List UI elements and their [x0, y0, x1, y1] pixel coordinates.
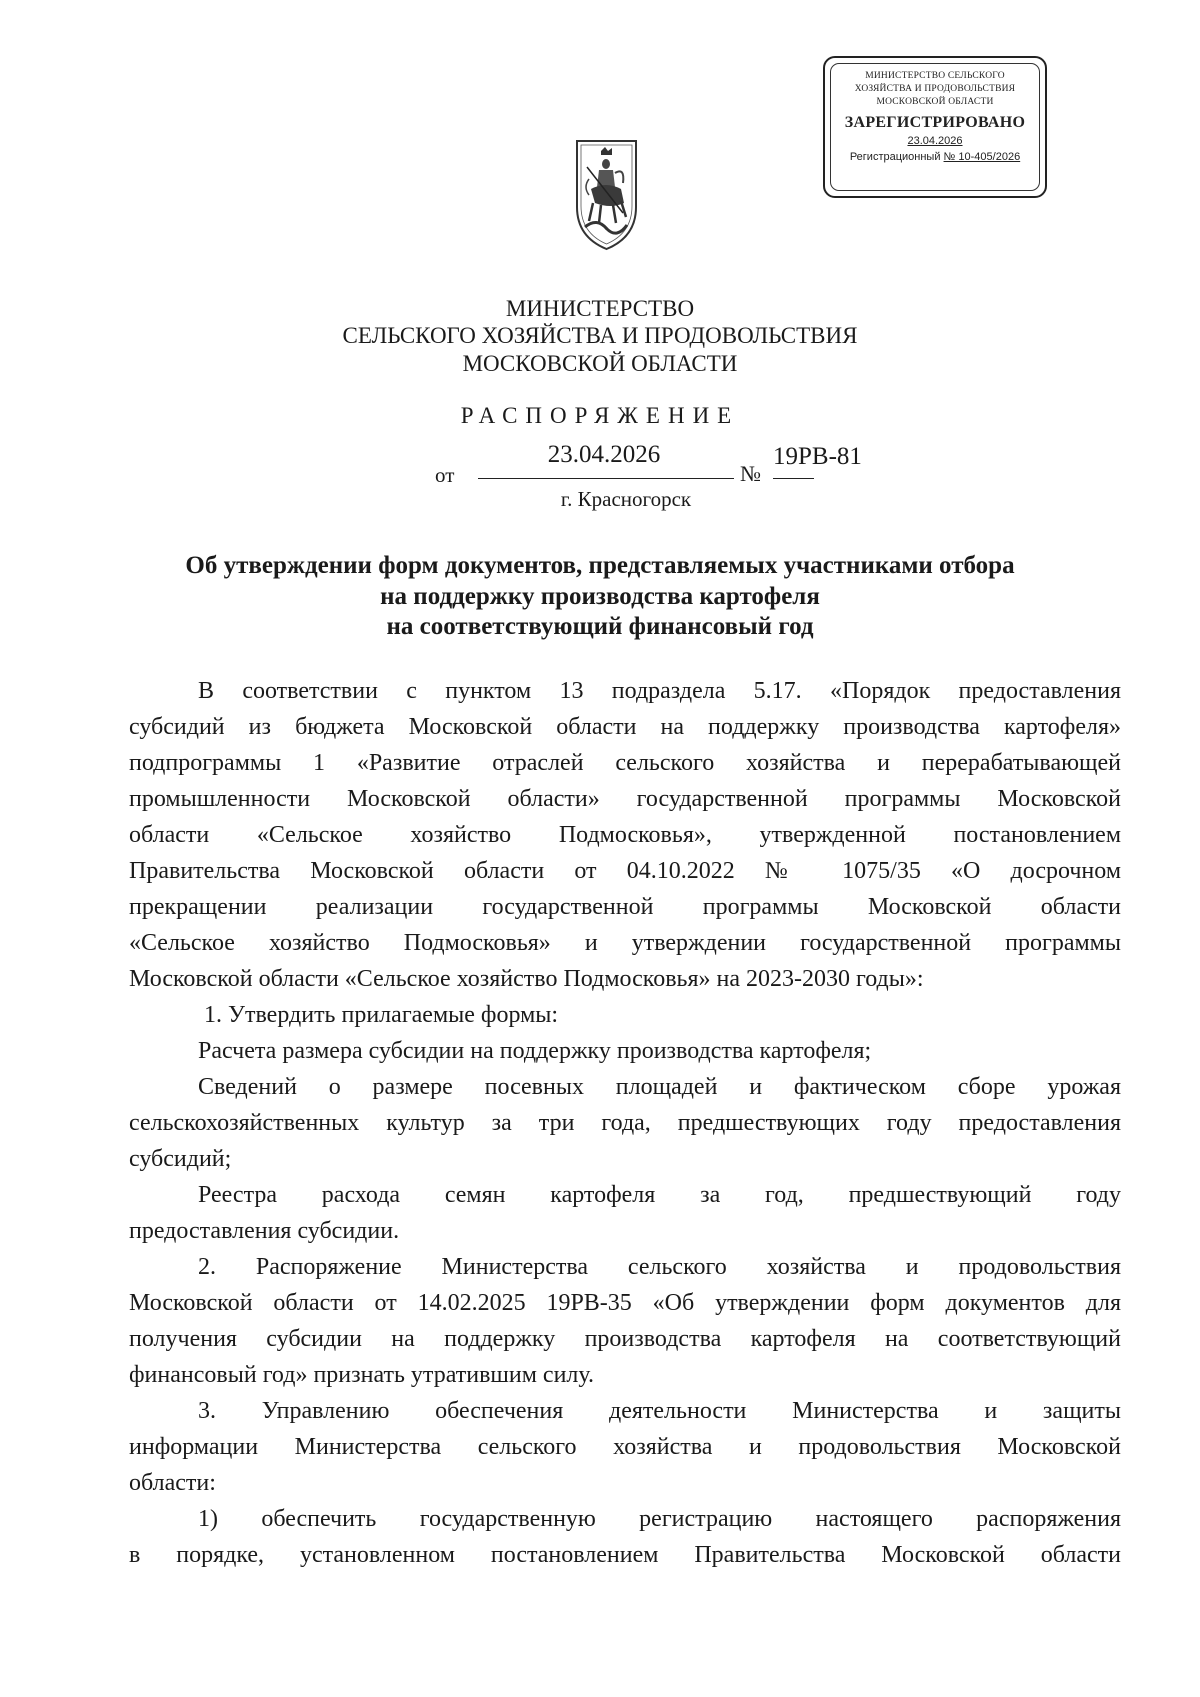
- number-prefix: №: [740, 461, 761, 486]
- ministry-line3: МОСКОВСКОЙ ОБЛАСТИ: [462, 351, 738, 376]
- ministry-line2: СЕЛЬСКОГО ХОЗЯЙСТВА И ПРОДОВОЛЬСТВИЯ: [342, 323, 858, 348]
- registration-stamp: [823, 56, 1047, 198]
- body-line: информации Министерства сельского хозяйства и продовольствия Московской: [129, 1434, 1121, 1460]
- number-underline: [773, 478, 814, 479]
- city: г. Красногорск: [560, 487, 692, 511]
- stamp-org-line1: МИНИСТЕРСТВО СЕЛЬСКОГО: [865, 71, 1005, 81]
- title-line3: на соответствующий финансовый год: [386, 613, 814, 640]
- stamp-status: ЗАРЕГИСТРИРОВАНО: [844, 114, 1026, 131]
- body-line: 1. Утвердить прилагаемые формы:: [204, 1002, 559, 1028]
- body-line: получения субсидии на поддержку производства картофеля на соответствующий: [129, 1326, 1121, 1352]
- body-line: в порядке, установленном постановлением Правительства Московской области: [129, 1542, 1121, 1568]
- body-line: В соответствии с пунктом 13 подраздела 5.17. «Порядок предоставления: [198, 678, 1121, 704]
- date-underline: [478, 478, 734, 479]
- body-line: Расчета размера субсидии на поддержку производства картофеля;: [198, 1038, 872, 1064]
- body-line: Сведений о размере посевных площадей и фактическом сборе урожая: [198, 1074, 1121, 1100]
- body-line: субсидий;: [129, 1146, 232, 1172]
- body-line: Московской области «Сельское хозяйство Подмосковья» на 2023-2030 годы»:: [129, 966, 924, 992]
- body-line: подпрограммы 1 «Развитие отраслей сельского хозяйства и перерабатывающей: [129, 750, 1121, 776]
- body-line: 1) обеспечить государственную регистрацию настоящего распоряжения: [198, 1506, 1121, 1532]
- body-line: промышленности Московской области» государственной программы Московской: [129, 786, 1121, 812]
- date-prefix: от: [435, 463, 455, 487]
- document-date: 23.04.2026: [547, 441, 661, 468]
- stamp-reg-label: Регистрационный: [849, 151, 941, 163]
- document-number: 19РВ-81: [773, 443, 862, 470]
- stamp-date: 23.04.2026: [907, 135, 963, 147]
- document-type: РАСПОРЯЖЕНИЕ: [460, 403, 740, 428]
- stamp-inner-border: [830, 63, 1040, 191]
- body-line: Московской области от 14.02.2025 19РВ-35 «Об утверждении форм документов для: [129, 1290, 1121, 1316]
- stamp-org-line3: МОСКОВСКОЙ ОБЛАСТИ: [876, 97, 994, 107]
- body-line: «Сельское хозяйство Подмосковья» и утверждении государственной программы: [129, 930, 1121, 956]
- stamp-reg-value: № 10-405/2026: [943, 151, 1021, 163]
- body-line: Реестра расхода семян картофеля за год, предшествующий году: [198, 1182, 1121, 1208]
- body-line: области:: [129, 1470, 216, 1496]
- ministry-line1: МИНИСТЕРСТВО: [505, 296, 695, 321]
- body-line: Правительства Московской области от 04.10.2022 № 1075/35 «О досрочном: [129, 858, 1121, 884]
- title-line1: Об утверждении форм документов, представляемых участниками отбора: [185, 552, 1015, 579]
- body-line: субсидий из бюджета Московской области на поддержку производства картофеля»: [129, 714, 1121, 740]
- body-line: сельскохозяйственных культур за три года, предшествующих году предоставления: [129, 1110, 1121, 1136]
- title-line2: на поддержку производства картофеля: [380, 583, 820, 610]
- body-line: прекращении реализации государственной программы Московской области: [129, 894, 1121, 920]
- body-line: 2. Распоряжение Министерства сельского хозяйства и продовольствия: [198, 1254, 1121, 1280]
- coat-of-arms-icon: [571, 137, 642, 252]
- stamp-org-line2: ХОЗЯЙСТВА И ПРОДОВОЛЬСТВИЯ: [854, 84, 1016, 94]
- body-line: области «Сельское хозяйство Подмосковья», утвержденной постановлением: [129, 822, 1121, 848]
- body-line: финансовый год» признать утратившим силу.: [129, 1362, 594, 1388]
- body-line: 3. Управлению обеспечения деятельности Министерства и защиты: [198, 1398, 1121, 1424]
- body-line: предоставления субсидии.: [129, 1218, 400, 1244]
